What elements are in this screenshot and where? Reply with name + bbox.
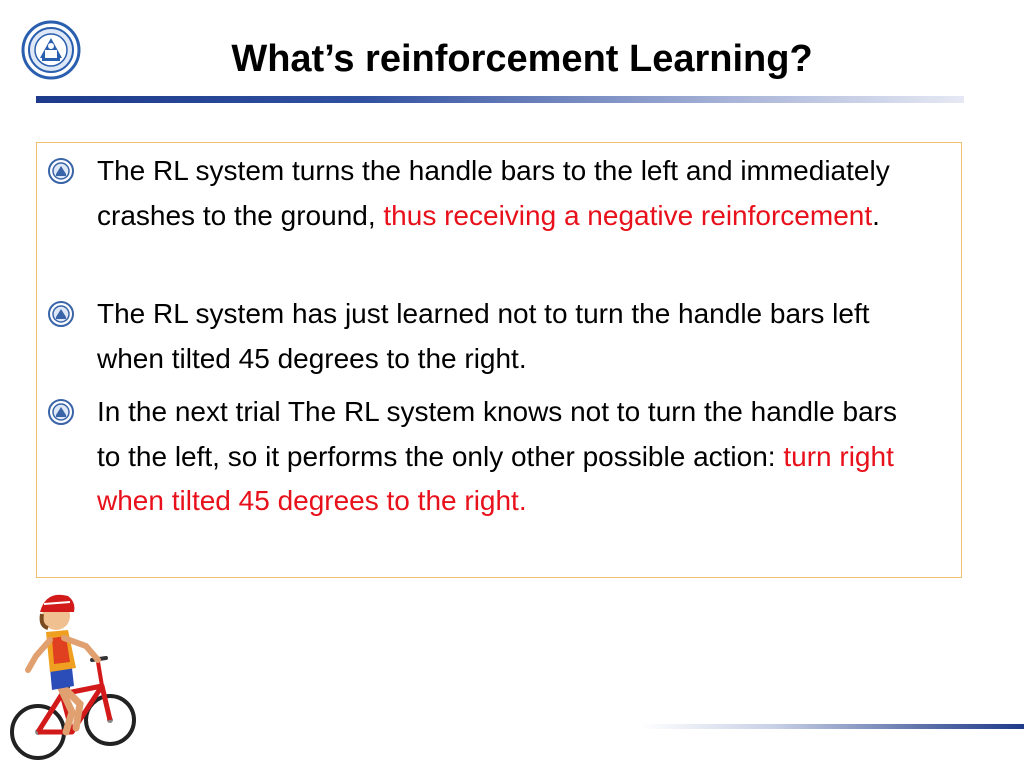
highlight-span: thus receiving a negative reinforcement (383, 199, 873, 231)
bullet-text (97, 390, 927, 524)
seal-bullet-icon (47, 300, 75, 328)
content-box (36, 142, 962, 578)
seal-bullet-icon (47, 398, 75, 426)
bullet-text (97, 149, 927, 238)
text-span: The RL system has just learned not to turn the handle bars left when tilted 45 degrees to the right. (97, 298, 870, 374)
highlight-span: turn right when tilted 45 degrees to the right. (97, 440, 894, 516)
footer-divider (640, 724, 1024, 729)
slide-title: What’s reinforcement Learning? (231, 38, 813, 80)
cyclist-illustration (6, 582, 136, 764)
text-span: In the next trial The RL system knows not to turn the handle bars to the left, so it performs the only other possible action: (97, 396, 897, 472)
seal-bullet-icon (47, 157, 75, 185)
text-span: . (872, 199, 880, 231)
bullet-text (97, 292, 927, 381)
title-divider (36, 96, 964, 103)
text-span: The RL system turns the handle bars to the left and immediately crashes to the ground, (97, 155, 890, 231)
